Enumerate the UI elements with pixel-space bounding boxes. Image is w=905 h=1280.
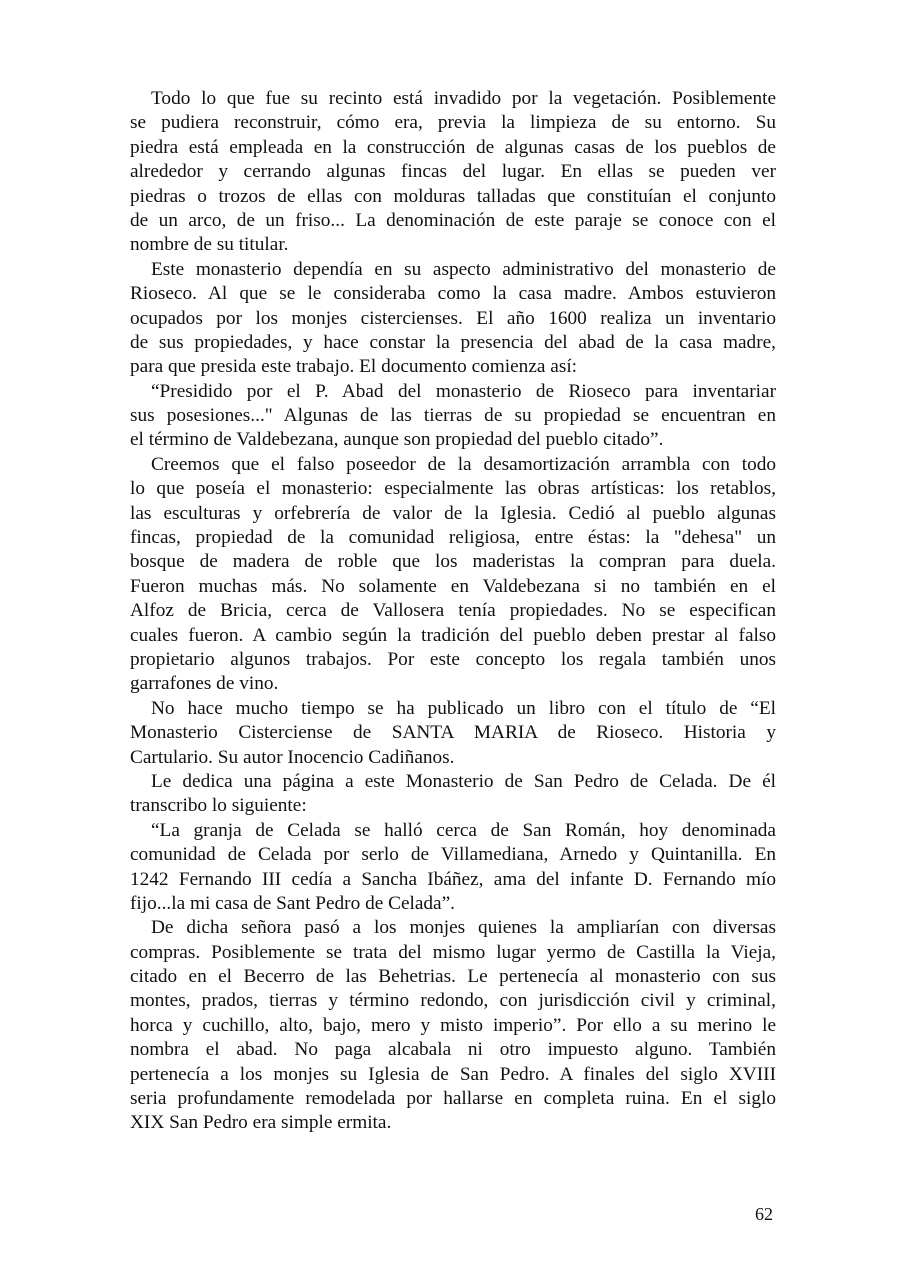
text-line: las esculturas y orfebrería de valor de la Iglesia. Cedió al pueblo algunas bbox=[130, 502, 776, 524]
text-line: 1242 Fernando III cedía a Sancha Ibáñez, ama del infante D. Fernando mío bbox=[130, 868, 776, 890]
page-number: 62 bbox=[755, 1204, 773, 1224]
text-line: “La granja de Celada se halló cerca de San Román, hoy denominada bbox=[151, 819, 776, 841]
paragraph bbox=[130, 453, 776, 697]
paragraph bbox=[130, 770, 776, 819]
text-line: De dicha señora pasó a los monjes quienes la ampliarían con diversas bbox=[151, 917, 776, 939]
text-line: nombre de su titular. bbox=[130, 234, 289, 256]
text-line: ocupados por los monjes cistercienses. El año 1600 realiza un inventario bbox=[130, 307, 776, 329]
body-text bbox=[130, 87, 776, 1136]
text-line: lo que poseía el monasterio: especialmente las obras artísticas: los retablos, bbox=[130, 478, 776, 500]
text-line: Cartulario. Su autor Inocencio Cadiñanos. bbox=[130, 746, 455, 768]
text-line: compras. Posiblemente se trata del mismo lugar yermo de Castilla la Vieja, bbox=[130, 941, 776, 963]
text-line: seria profundamente remodelada por hallarse en completa ruina. En el siglo bbox=[130, 1088, 776, 1110]
text-line: montes, prados, tierras y término redondo, con jurisdicción civil y criminal, bbox=[130, 990, 776, 1012]
text-line: Fueron muchas más. No solamente en Valdebezana si no también en el bbox=[130, 575, 776, 597]
text-line: pertenecía a los monjes su Iglesia de San Pedro. A finales del siglo XVIII bbox=[130, 1063, 776, 1085]
text-line: “Presidido por el P. Abad del monasterio de Rioseco para inventariar bbox=[151, 380, 776, 402]
text-line: Creemos que el falso poseedor de la desamortización arrambla con todo bbox=[151, 453, 776, 475]
text-line: transcribo lo siguiente: bbox=[130, 795, 307, 817]
text-line: XIX San Pedro era simple ermita. bbox=[130, 1112, 392, 1134]
text-line: horca y cuchillo, alto, bajo, mero y misto imperio”. Por ello a su merino le bbox=[130, 1014, 776, 1036]
text-line: de sus propiedades, y hace constar la presencia del abad de la casa madre, bbox=[130, 331, 776, 353]
text-line: piedra está empleada en la construcción de algunas casas de los pueblos de bbox=[130, 136, 776, 158]
paragraph bbox=[130, 819, 776, 917]
text-line: comunidad de Celada por serlo de Villamediana, Arnedo y Quintanilla. En bbox=[130, 844, 776, 866]
text-line: de un arco, de un friso... La denominación de este paraje se conoce con el bbox=[130, 209, 776, 231]
paragraph bbox=[130, 697, 776, 770]
text-line: citado en el Becerro de las Behetrias. Le pertenecía al monasterio con sus bbox=[130, 966, 776, 988]
text-line: bosque de madera de roble que los maderistas la compran para duela. bbox=[130, 551, 776, 573]
text-line: fincas, propiedad de la comunidad religiosa, entre éstas: la "dehesa" un bbox=[130, 527, 776, 549]
text-line: fijo...la mi casa de Sant Pedro de Celada”. bbox=[130, 892, 455, 914]
paragraph bbox=[130, 916, 776, 1136]
text-line: el término de Valdebezana, aunque son propiedad del pueblo citado”. bbox=[130, 429, 664, 451]
paragraph bbox=[130, 87, 776, 258]
text-line: sus posesiones..." Algunas de las tierras de su propiedad se encuentran en bbox=[130, 405, 776, 427]
text-line: Todo lo que fue su recinto está invadido por la vegetación. Posiblemente bbox=[151, 88, 776, 109]
text-line: Monasterio Cisterciense de SANTA MARIA de Rioseco. Historia y bbox=[130, 722, 776, 744]
text-line: alrededor y cerrando algunas fincas del lugar. En ellas se pueden ver bbox=[130, 161, 776, 183]
paragraph bbox=[130, 380, 776, 453]
text-line: propietario algunos trabajos. Por este concepto los regala también unos bbox=[130, 648, 776, 670]
text-line: piedras o trozos de ellas con molduras talladas que constituían el conjunto bbox=[130, 185, 776, 207]
text-line: nombra el abad. No paga alcabala ni otro impuesto alguno. También bbox=[130, 1039, 776, 1061]
text-line: cuales fueron. A cambio según la tradición del pueblo deben prestar al falso bbox=[130, 624, 776, 646]
paragraph bbox=[130, 258, 776, 380]
text-line: No hace mucho tiempo se ha publicado un libro con el título de “El bbox=[151, 697, 776, 719]
text-line: para que presida este trabajo. El documento comienza así: bbox=[130, 356, 578, 378]
text-line: garrafones de vino. bbox=[130, 673, 279, 695]
text-line: Este monasterio dependía en su aspecto administrativo del monasterio de bbox=[151, 258, 776, 280]
text-line: se pudiera reconstruir, cómo era, previa la limpieza de su entorno. Su bbox=[130, 112, 776, 134]
text-line: Alfoz de Bricia, cerca de Vallosera tenía propiedades. No se especifican bbox=[130, 600, 776, 622]
text-line: Le dedica una página a este Monasterio de San Pedro de Celada. De él bbox=[151, 770, 776, 792]
text-line: Rioseco. Al que se le consideraba como la casa madre. Ambos estuvieron bbox=[130, 283, 776, 305]
